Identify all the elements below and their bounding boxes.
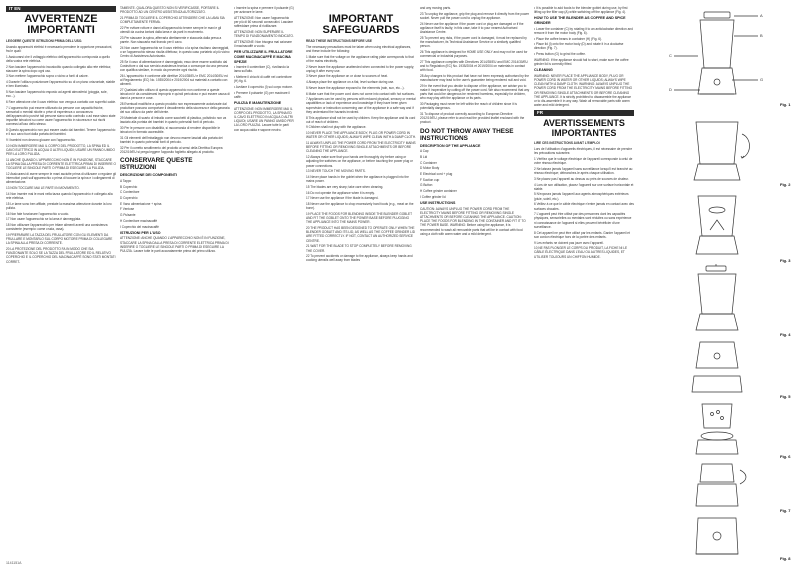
paragraph: 3 Never place the appliance on or close to sources of heat.: [306, 74, 388, 79]
paragraph: 8 Questo apparecchio non può essere usato dai bambini. Tenere l'apparecchio e il suo cavo fuori dalla portata dei bambini.: [6, 128, 116, 137]
paragraph: 26 This appliance is designed for HOME USE ONLY and may not be used for commercial or industrial purposes.: [420, 49, 528, 59]
column-italian-1: [6, 6, 116, 561]
container-shape: [700, 20, 734, 68]
paragraph: Lors de l'utilisation d'appareils électriques, il est nécessaire de prendre les précautions suivantes:: [534, 147, 633, 156]
svg-text:B: B: [760, 33, 763, 38]
paragraph-list: [120, 6, 230, 154]
paragraph: 14 Non inserire mai le mani nella tazza quando l'apparecchio è collegato alla rete elettrica.: [6, 191, 113, 200]
paragraph: 26 L'apparecchio è conforme alle direttive 2014/35/EU e EMC 2014/30/EU ed al Regolamento (EC) No. 1935/2004 e 2019/2004 sui materiali a contatto con alimenti.: [120, 73, 228, 87]
figure-label: Fig. 4: [780, 332, 791, 337]
paragraph: 30 Per le persone con disabilità, si raccomanda di rendere disponibile le istruzioni in formato accessibile.: [120, 126, 221, 135]
paragraph: 7 Appliances can be used by persons with reduced physical, sensory or mental capabilities or lack of experience and knowledge if they have been given supervision or instruction concerning use of the appliance in a safe way and if they understand the hazards involved.: [306, 97, 416, 114]
paragraph: G Pulsante: [120, 213, 136, 218]
paragraph-list: [420, 6, 530, 125]
paragraph: 25 To prevent any risks, if the power cord is damaged, it must be replaced by the manufacturer, its Technical Assistance Service or a similarly qualified person.: [420, 35, 527, 49]
figure-label: Fig. 7: [780, 508, 791, 513]
paragraph: 15 The blades are very sharp; take care when cleaning.: [306, 184, 384, 189]
cleaning-title: CLEANING: [534, 68, 553, 73]
paragraph: 2 Ne laissez jamais l'appareil sans surveillance lorsqu'il est branché au réseau électrique; débranchez-le après chaque utilisation.: [534, 166, 633, 176]
paragraph: • It is possible to add foods to the blender goblet during use, by first lifting up the filler cap (A) while switching off the appliance (Fig. 4).: [534, 6, 628, 15]
svg-text:C: C: [669, 53, 672, 58]
svg-text:G: G: [760, 77, 764, 82]
paragraph: 5 N'exposez jamais l'appareil aux agents atmosphériques extérieurs (pluie, soleil, etc.).: [534, 192, 629, 201]
paragraph: • Press button (G) to grind the coffee.: [534, 52, 586, 57]
paragraph: C Contenitore: [120, 190, 140, 195]
figure-label: Fig. 3: [780, 258, 791, 263]
paragraph: 30 Packaging must never be left within the reach of children since it is potentially dangerous.: [420, 102, 517, 111]
paragraph: 21 WAIT FOR THE BLADE TO STOP COMPLETELY BEFORE REMOVING THE COVER.: [306, 244, 412, 253]
paragraph: • Place lid (I) onto the motor body (D) and rotate it in a clockwise direction (Fig. 7).: [534, 42, 624, 51]
paragraph: 12 Always make sure that your hands are thoroughly dry before using or adjusting the switches on the appliance, or before touching the power plug or power connections.: [306, 155, 413, 168]
paragraph: • Avvitare il coperchio (I) sul corpo motore.: [234, 84, 293, 89]
paragraph: 24 Never use the appliance if the power cord or plug are damaged or if the appliance itself is faulty; in this case, take it to your nearest Authorised Assistance Centre.: [420, 21, 524, 35]
components-title: DESCRIZIONE DEI COMPONENTI: [120, 173, 177, 178]
paragraph: 22 Per evitare rotture e danni all'apparecchio tenere sempre le mani e gli utensili da cucina lontani dalla lama e da parti in movimento.: [120, 25, 222, 35]
figure-2: [638, 114, 796, 186]
paragraph: 32 Per il corretto smaltimento del prodotto ai sensi della Direttiva Europea 2012/19/EU si prega leggere l'apposito foglietto allegato al prodotto.: [120, 145, 223, 155]
paragraph: 10 NON IMMERGERE MAI IL CORPO DEL PRODOTTO, LA SPINA ED IL CAVO ELETTRICO IN ACQUA O ALTRI LIQUIDI; USARE UN PANNO UMIDO PER LA LORO PULIZIA.: [6, 143, 115, 157]
paragraph: 9 Les enfants ne doivent pas jouer avec l'appareil.: [534, 240, 604, 245]
paragraph: 20 LA PROTEZIONE DEL PRODOTTO FA IN MODO CHE SIA FUNZIONANTE SOLO SE LA TAZZA DEL FRULLATORE ED IL RELATIVO COPERCHIO E IL COPERCHIO DEL MACINACAFFÈ SONO STATI MONTATI CORRET-: [6, 247, 116, 264]
paragraph: B Lid: [420, 154, 428, 159]
paragraph: A Tappo: [120, 178, 132, 183]
paragraph: • Inserire il contenitore (C), rivoltando la lama sull'alto.: [234, 65, 290, 74]
cleaning-title: PULIZIA E MANUTENZIONE: [234, 101, 282, 106]
paragraph: 8 This appliance shall not be used by children. Keep the appliance and its cord out of reach of children.: [306, 115, 416, 124]
paragraph: 2 Never leave the appliance unattended when connected to the power supply; unplug it after every use.: [306, 64, 415, 73]
paragraph: 24 Non usare l'apparecchio se il cavo elettrico o la spina risultano danneggiati, o se l'apparecchio stesso risulta difettoso; in questo caso portatelo al più vicino Centro di Assistenza Autorizzato.: [120, 45, 230, 59]
paragraph: 31 Gli elementi dell'imballaggio non devono essere lasciati alla portata dei bambini in quanto potenziali fonti di pericolo.: [120, 135, 223, 145]
paragraph: 29 In the event that you decide to dispose of the appliance, we advise you to make it inoperative by cutting off the power cord. We also recommend that any parts that could be dangerous be rendered harmless, especially for children, who may play with the appliance or its parts.: [420, 83, 530, 101]
column-italian-3: [234, 6, 294, 561]
paragraph-list: [534, 147, 634, 259]
figure-label: Fig. 1: [780, 102, 791, 107]
paragraph: 4 Durante l'utilizzo posizionare l'apparecchio su di un piano orizzontale, stabile e ben illuminato.: [6, 80, 116, 89]
paragraph: 6 Veillez à ce que le câble électrique n'entre jamais en contact avec des surfaces chaudes.: [534, 202, 634, 211]
paragraph: 19 PREPARARE LA TAZZA DEL FRULLATORE CON GLI ELEMENTI DA FRULLARE E MONTARLO SUL CORPO MOTORE PRIMA DI COLLEGARE LA SPINA ALLA PRESA DI CORRENTE.: [6, 232, 113, 246]
paragraph: 11 ANCHE QUANDO L'APPARECCHIO NON È IN FUNZIONE, STACCARE LA SPINA DALLA PRESA DI CORRENTE ELETTRICA PRIMA DI INSERIRE O TOGLIERE LE SINGOLE PARTI O PRIMA DI ESEGUIRE LA PULIZIA.: [6, 157, 116, 171]
cap-shape: [704, 12, 730, 18]
paragraph: 21 PRIMA DI TOGLIERE IL COPERCHIO ATTENDERE CHE LA LAMA SIA COMPLETAMENTE FERMA.: [120, 15, 225, 25]
paragraph-list: [306, 45, 416, 263]
paragraph: 4 Lors de son utilisation, placez l'appareil sur une surface horizontale et stable.: [534, 182, 634, 191]
keep-instructions-title: DO NOT THROW AWAY THESE INSTRUCTIONS: [420, 127, 514, 142]
paragraph: 25 Se il cavo di alimentazione è danneggiato, esso deve essere sostituito dal Costruttore o dal suo servizio assistenza tecnica o comunque da una persona con qualifica similare, in modo da prevenire ogni rischio.: [120, 59, 229, 73]
paragraph: 13 NEVER TOUCH THE MOVING PARTS.: [306, 169, 366, 174]
paragraph: 16 Non fate funzionare l'apparecchio a vuoto.: [6, 211, 70, 216]
use-title: USE INSTRUCTIONS: [420, 201, 456, 205]
paragraph: 17 Non usare l'apparecchio se la lama è danneggiata.: [6, 217, 81, 222]
paragraph: A Cap: [420, 149, 429, 154]
paragraph: 23 Per staccare la spina, afferrarla direttamente e staccarla dalla presa a parete. Non staccarla mai tirando per il cavo.: [120, 35, 222, 44]
intro-text: LEGGERE QUESTE ISTRUZIONI PRIMA DELL'USO.: [6, 39, 83, 43]
column-english-1: [306, 6, 416, 561]
paragraph: 1 Assicurarsi che il voltaggio elettrico dell'apparecchio corrisponda a quello della vostra rete elettrica.: [6, 54, 110, 63]
button-shape: [714, 79, 720, 85]
paragraph: 28 Eventuali modifiche a questo prodotto non espressamente autorizzate dal produttore possono comportare il decadimento della sicurezza e della garanzia del suo utilizzo da parte dell'utente.: [120, 102, 230, 115]
keep-instructions-title: CONSERVARE QUESTE ISTRUZIONI: [120, 157, 193, 172]
paragraph: 1 Make sure that the voltage on the appliance rating plate corresponds to that of the mains electricity.: [306, 54, 414, 63]
paragraph: • Inserire la spina e premere il pulsante (G) per azionare le lame.: [234, 6, 294, 15]
section-title: IMPORTANT SAFEGUARDS: [322, 13, 400, 36]
paragraph: 28 Any changes to this product that have not been expressly authorised by the manufacturer may lead to the user's guarantee being rendered null and void.: [420, 73, 529, 83]
section-title: AVERTISSEMENTS IMPORTANTES: [543, 118, 625, 139]
paragraph: 9 Children shall not play with the appliance.: [306, 125, 367, 130]
paragraph: 7 L'appareil peut être utilisé par des personnes dont les capacités physiques, sensorielles ou mentales sont réduites ou sans expérience ni connaissance de l'appareil si elles peuvent bénéficier d'une surveillance.: [534, 212, 632, 229]
components-title: DESCRIPTION OF THE APPLIANCE: [420, 143, 481, 148]
grinder-title: PER UTILIZZARE IL FRULLATORE COME MACINACAFFÈ E MACINA SPEZIE: [234, 50, 293, 64]
paragraph: G Button: [420, 183, 433, 188]
use-text: ATTENZIONE: ANCHE QUANDO L'APPARECCHIO NON È IN FUNZIONE, STACCARE LA SPINA DALLA PRESA DI CORRENTE ELETTRICA PRIMA DI INSERIRE O TOGLIERE LE SINGOLE PARTI O PRIMA DI ESEGUIRE LA PULIZIA. Lavare tutte le parti accuratamente prima del primo utilizzo.: [120, 236, 229, 253]
paragraph: ATTENZIONE: Non bisogna mai azionare il macinacaffè a vuoto.: [234, 39, 292, 49]
paragraph: 6 Make sure that the power cord does not come into contact with hot surfaces.: [306, 91, 415, 96]
paragraph: 15 Le lame sono ben affilate, prestate la massima attenzione durante la loro pulizia.: [6, 201, 112, 210]
paragraph: • Premere il pulsante (G) per macinare il caffè.: [234, 90, 290, 99]
paragraph: B Coperchio: [120, 184, 138, 189]
paragraph: I Coffee grinder lid: [420, 194, 446, 199]
cleaning-text: WARNING: NEVER PLACE THE APPLIANCE BODY, PLUG OR POWER CORD IN WATER OR OTHER LIQUIDS; ALWAYS WIPE CLEAN WITH A DAMP CLOTH. WARNING: ALWAYS UNPLUG THE POWER CORD FROM THE ELECTRICITY MAINS BEFORE FITTING OR REMOVING SINGLE ATTACHMENTS OR BEFORE CLEANING THE APPLIANCE. It is strictly prohibited to disassemble the appliance or to dis-assemble it in any way. Wash all removable parts with warm water and mild detergent.: [534, 73, 633, 108]
figures-column: [638, 6, 796, 566]
figure-8: [638, 514, 796, 562]
paragraph-list: [534, 6, 634, 14]
paragraph: F Suction cup: [420, 177, 440, 182]
footer-code: 1141151A: [6, 561, 22, 565]
language-tag: IT EN: [6, 6, 116, 12]
language-tag: FR: [534, 110, 634, 116]
svg-text:D: D: [669, 87, 672, 92]
paragraph: 17 Never use the appliance if the blade is damaged.: [306, 196, 379, 201]
intro-text: LIRE CES INSTRUCTIONS AVANT L'EMPLOI: [534, 141, 600, 146]
paragraph: Usando apparecchi elettrici è necessario prendere le opportune precauzioni, fra le quali:: [6, 44, 113, 53]
svg-text:A: A: [760, 13, 763, 18]
paragraph: The necessary precautions must be taken when using electrical appliances, and these include the following:: [306, 44, 412, 53]
paragraph: 31 To dispose of product correctly according to European Directive 2012/19/EU, please refer to and read the provided leaflet enclosed with the product.: [420, 111, 525, 125]
figure-7: [638, 460, 796, 512]
paragraph: ATTENZIONE: NON SUPERARE IL TEMPO DI FUNZIONAMENTO INDICATO.: [234, 30, 294, 39]
paragraph: 7 L'apparecchio può essere utilizzato da persone con capacità fisiche, sensoriali o mentali ridotte o prive di esperienza o conoscenza dell'apparecchio purché tali persone siano sotto controllo o ad esse siano state impartite istruzioni su come usare l'apparecchio in sicurezza e sui rischi connessi all'uso dello stesso.: [6, 105, 116, 127]
paragraph: 12 Assicurarsi di avere sempre le mani asciutte prima di utilizzare o regolare gli interruttori posti sull'apparecchio o prima di toccare la spina e i collegamenti di alimentazione.: [6, 171, 116, 185]
use-text: CAUTION: ALWAYS UNPLUG THE POWER CORD FROM THE ELECTRICITY MAINS BEFORE FITTING OR REMOVING SINGLE ATTACHMENTS OR BEFORE CLEANING THE APPLIANCE. CAUTION: PLACE THE FOODS FOR BLENDING IN THE CONTAINER AND FIT IT TO THE POWER BASE. WARNING: Before using the appliance, it is recommended to wash all removable parts that will be in contact with food using a cloth with warm water and a mild detergent.: [420, 206, 526, 236]
paragraph: 5 Never leave the appliance exposed to the elements (rain, sun, etc...).: [306, 85, 405, 90]
paragraph: 1 Vérifiez que le voltage électrique de l'appareil corresponde à celui de votre réseau électrique.: [534, 157, 633, 166]
paragraph: 8 Cet appareil ne peut être utilisé par les enfants. Garder l'appareil et son cordon électrique hors de la portée des enfants.: [534, 230, 630, 239]
figure-1: [638, 6, 796, 106]
paragraph: C Container: [420, 160, 437, 165]
components-list: [120, 179, 230, 229]
paragraph: H Coffee grinder container: [420, 189, 457, 194]
paragraph: • Lower the container (C) by rotating it to an anticlockwise direction and remove it from the motor body (Fig. 6).: [534, 26, 633, 35]
paragraph: E Electrical cord + plug: [420, 171, 453, 176]
paragraph: ATTENZIONE: Non usare l'apparecchio per più di 60 secondi consecutivi. Lasciare raffreddare prima di riutilizzare.: [234, 15, 294, 29]
paragraph: 14 Never place hands in the goblet when the appliance is plugged into the mains power.: [306, 174, 409, 184]
figure-6: [638, 400, 796, 458]
figure-label: Fig. 8: [780, 556, 791, 561]
paragraph: 18 Non utilizzare l'apparecchio per tritare alimenti aventi una consistenza consistente (esempio: carne cruda, ossa).: [6, 223, 108, 232]
paragraph: • Place the coffee beans in container (H) (Fig. 6).: [534, 36, 602, 41]
column-english-2: [420, 6, 530, 561]
figure-label: Fig. 2: [780, 182, 791, 187]
intro-text: READ THESE INSTRUCTIONS BEFORE USE: [306, 39, 372, 43]
use-title: ISTRUZIONI PER L'USO: [120, 230, 161, 235]
paragraph-list: [234, 65, 294, 99]
column-italian-2: [120, 6, 230, 561]
paragraph: TAMENTE. QUALORA QUESTO NON SI VERIFICASSE, PORTARE IL PRODOTTO AD UN CENTRO ASSISTENZA AUTORIZZATO.: [120, 6, 220, 15]
paragraph: WARNING: If the appliance should fail to start, make sure the coffee grinder lid is correctly fitted.: [534, 57, 629, 67]
paragraph: 6 Fare attenzione che il cavo elettrico non venga a contatto con superfici calde.: [6, 99, 116, 104]
figure-5: [638, 338, 796, 398]
paragraph: 27 This appliance complies with Directives 2014/35/EU and EMC 2014/30/EU and to Regulation (EC) No. 1935/2004 et 2019/2004 on materials in contact with food.: [420, 59, 528, 73]
paragraph: • Mettere il chicchi di caffè nel contenitore (H) fig. 6.: [234, 75, 292, 84]
paragraph: 3 Non mettere l'apparecchio sopra o vicino a fonti di calore.: [6, 74, 89, 79]
paragraph: 19 PLACE THE FOODS FOR BLENDING INSIDE THE BLENDER GOBLET AND FIT THE GOBLET ONTO THE POWER BASE BEFORE PLUGGING THE APPLIANCE INTO THE MAINS POWER.: [306, 211, 412, 225]
paragraph: 20 THE PRODUCT HAS BEEN DESIGNED TO OPERATE ONLY WHEN THE BLENDER GOBLET AND ITS LID, AS WELL AS THE COFFEE GRINDER LID ARE FITTED CORRECTLY. IF NOT, CONTACT AN AUTHORIZED SERVICE CENTRE.: [306, 226, 416, 243]
figure-label: Fig. 5: [780, 394, 791, 399]
paragraph: 13 NON TOCCARE MAI LE PARTI IN MOVIMENTO.: [6, 186, 80, 191]
grinder-title: HOW TO USE THE BLENDER AS COFFEE AND SPICE GRINDER: [534, 16, 626, 25]
paragraph: I Coperchio del macinacaffè: [120, 224, 159, 229]
components-list: [420, 149, 530, 199]
paragraph: H Contenitore macinacaffè: [120, 218, 158, 223]
paragraph: 2 Non lasciare l'apparecchio incustodito quando collegato alla rete elettrica; staccare la spina dopo ogni uso.: [6, 64, 111, 73]
paragraph-list: [234, 6, 294, 48]
paragraph: F Ventose: [120, 207, 135, 212]
paragraph: D Coperchio: [120, 196, 138, 200]
figure-4: [638, 264, 796, 336]
paragraph: D Motor Body: [420, 166, 440, 171]
paragraph-list: [6, 45, 116, 264]
paragraph: 10 NE PAS PLONGER LE CORPS DU PRODUIT, LA FICHE NI LE CÂBLE ÉLECTRIQUE DANS L'EAU OU AUTRES LIQUIDES, ET UTILISER TOUJOURS UN CHIFFON HUMIDE.: [534, 246, 628, 259]
paragraph: 27 Qualsiasi altro utilizzo di questo apparecchio non conforme a queste istruzioni è da considerarsi improprio e quindi pericoloso e può essere causa di danni a persone e cose.: [120, 87, 230, 101]
column-english-french: [534, 6, 634, 561]
paragraph: 9 I bambini non devono giocare con l'apparecchio.: [6, 138, 76, 143]
paragraph: 16 Do not operate the appliance when it is empty.: [306, 190, 375, 195]
figure-label: Fig. 6: [780, 454, 791, 459]
motor-body-shape: [698, 68, 736, 94]
paragraph: 4 Always place the appliance on a flat, level surface during use.: [306, 80, 395, 85]
paragraph: 18 Never use the appliance to chop excessively hard foods (e.g., meat on the bone).: [306, 202, 414, 211]
paragraph-list: [534, 27, 634, 67]
paragraph: and any moving parts.: [420, 6, 451, 10]
paragraph: 5 Non lasciare l'apparecchio esposto ad agenti atmosferici (pioggia, sole, ecc...).: [6, 90, 108, 99]
paragraph: 10 NEVER PLACE THE APPLIANCE BODY, PLUG OR POWER CORD IN WATER OR OTHER LIQUIDS; ALWAYS WIPE CLEAN WITH A DAMP CLOTH.: [306, 131, 416, 140]
paragraph: 3 Ne placez pas l'appareil au dessus ou près de sources de chaleur.: [534, 176, 629, 181]
paragraph: 22 To prevent accidents or damage to the appliance, always keep hands and cooking utensils well away from blades: [306, 254, 413, 263]
paragraph: 23 To unplug the appliance, grip the plug and remove it directly from the power socket. Never pull the power cord to unplug the appliance.: [420, 11, 530, 20]
cleaning-text: ATTENZIONE: NON IMMERGERE MAI IL CORPO DEL PRODOTTO, LA SPINA ED IL CAVO ELETTRICO IN ACQUA O ALTRI LIQUIDI; USARE UN PANNO UMIDO PER LA LORO PULIZIA. Lavare tutte le parti con acqua calda e sapone neutro.: [234, 106, 294, 132]
paragraph: E Vano alimentazione + spina: [120, 201, 162, 206]
paragraph: 29 Materiale di scarto di imballo come sacchetti di plastica, polistirolo non va lasciato alla portata dei bambini in quanto potenziali fonti di pericolo.: [120, 116, 227, 125]
section-title: AVVERTENZE IMPORTANTI: [24, 13, 98, 36]
paragraph: 11 ALWAYS UNPLUG THE POWER CORD FROM THE ELECTRICITY MAINS BEFORE FITTING OR REMOVING SINGLE ATTACHMENTS OR BEFORE CLEANING THE APPLIANCE.: [306, 141, 416, 154]
figure-3: [638, 190, 796, 262]
